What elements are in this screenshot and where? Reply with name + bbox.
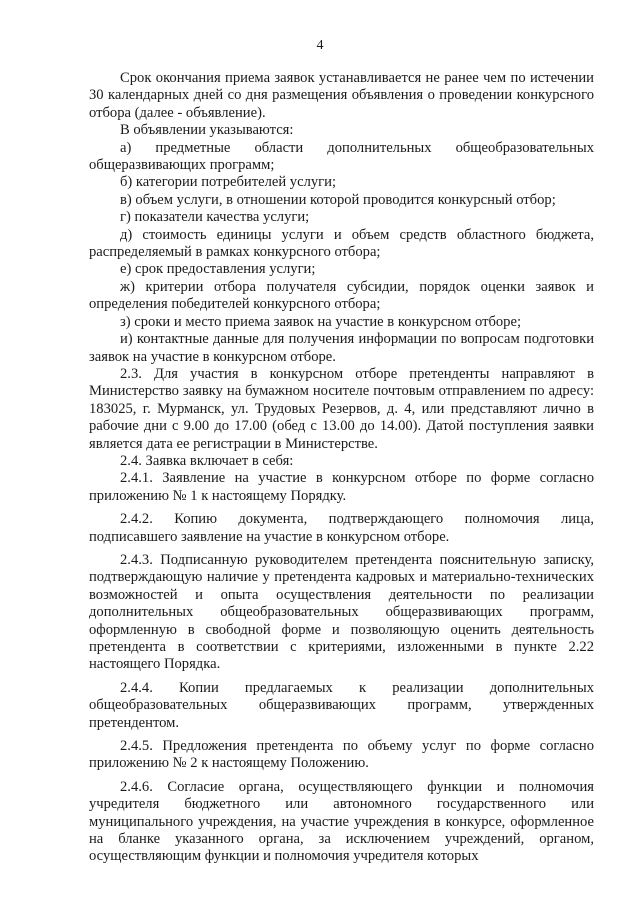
section-2-3: 2.3. Для участия в конкурсном отборе претенденты направляют в Министерство заявку на бумажном носителе почтовым отправлением по адресу: 183025, г. Мурманск, ул. Трудовых Резервов, д. 4, или представляют лично в рабочие дни с 9.00 до 17.00 (обед с 13.00 до 14.00). Датой поступления заявки является дата ее регистрации в Министерстве. xyxy=(89,365,594,452)
section-2-4-6: 2.4.6. Согласие органа, осуществляющего функции и полномочия учредителя бюджетного или автономного государственного или муниципального учреждения, на участие учреждения в конкурсе, оформленное на бланке указанного органа, за исключением учреждений, органом, осуществляющим функции и полномочия учредителя которых xyxy=(89,778,594,865)
section-2-4: 2.4. Заявка включает в себя: xyxy=(120,452,294,469)
section-2-4-4: 2.4.4. Копии предлагаемых к реализации дополнительных общеобразовательных общеразвивающих программ, утвержденных претендентом. xyxy=(89,679,594,731)
list-item-a: а) предметные области дополнительных общеобразовательных общеразвивающих программ; xyxy=(89,139,594,174)
section-2-4-3: 2.4.3. Подписанную руководителем претендента пояснительную записку, подтверждающую наличие у претендента кадровых и материально-технических возможностей и опыта осуществления деятельности по реализации дополнительных общеобразовательных общеразвивающих программ, оформленную в свободной форме и позволяющую оценить деятельность претендента в соответствии с критериями, изложенными в пункте 2.22 настоящего Порядка. xyxy=(89,551,594,673)
section-2-4-2: 2.4.2. Копию документа, подтверждающего полномочия лица, подписавшего заявление на участие в конкурсном отборе. xyxy=(89,511,594,545)
list-item-e: е) срок предоставления услуги; xyxy=(120,261,316,278)
document-body xyxy=(89,70,594,866)
list-item-g: г) показатели качества услуги; xyxy=(120,209,310,226)
paragraph-announcement-intro: В объявлении указываются: xyxy=(120,122,294,139)
list-item-b: б) категории потребителей услуги; xyxy=(120,174,336,191)
section-2-4-1: 2.4.1. Заявление на участие в конкурсном отборе по форме согласно приложению № 1 к настоящему Порядку. xyxy=(89,470,594,504)
paragraph-deadline: Срок окончания приема заявок устанавливается не ранее чем по истечении 30 календарных дней со дня размещения объявления о проведении конкурсного отбора (далее - объявление). xyxy=(89,70,594,121)
list-item-z: з) сроки и место приема заявок на участие в конкурсном отборе; xyxy=(120,313,522,330)
list-item-zh: ж) критерии отбора получателя субсидии, порядок оценки заявок и определения победителей конкурсного отбора; xyxy=(89,278,594,313)
page-number: 4 xyxy=(316,38,324,53)
list-item-v: в) объем услуги, в отношении которой проводится конкурсный отбор; xyxy=(120,191,556,208)
section-2-4-5: 2.4.5. Предложения претендента по объему услуг по форме согласно приложению № 2 к настоящему Положению. xyxy=(89,738,594,772)
list-item-d: д) стоимость единицы услуги и объем средств областного бюджета, распределяемый в рамках конкурсного отбора; xyxy=(89,226,594,261)
list-item-i: и) контактные данные для получения информации по вопросам подготовки заявок на участие в конкурсном отборе. xyxy=(89,331,594,365)
